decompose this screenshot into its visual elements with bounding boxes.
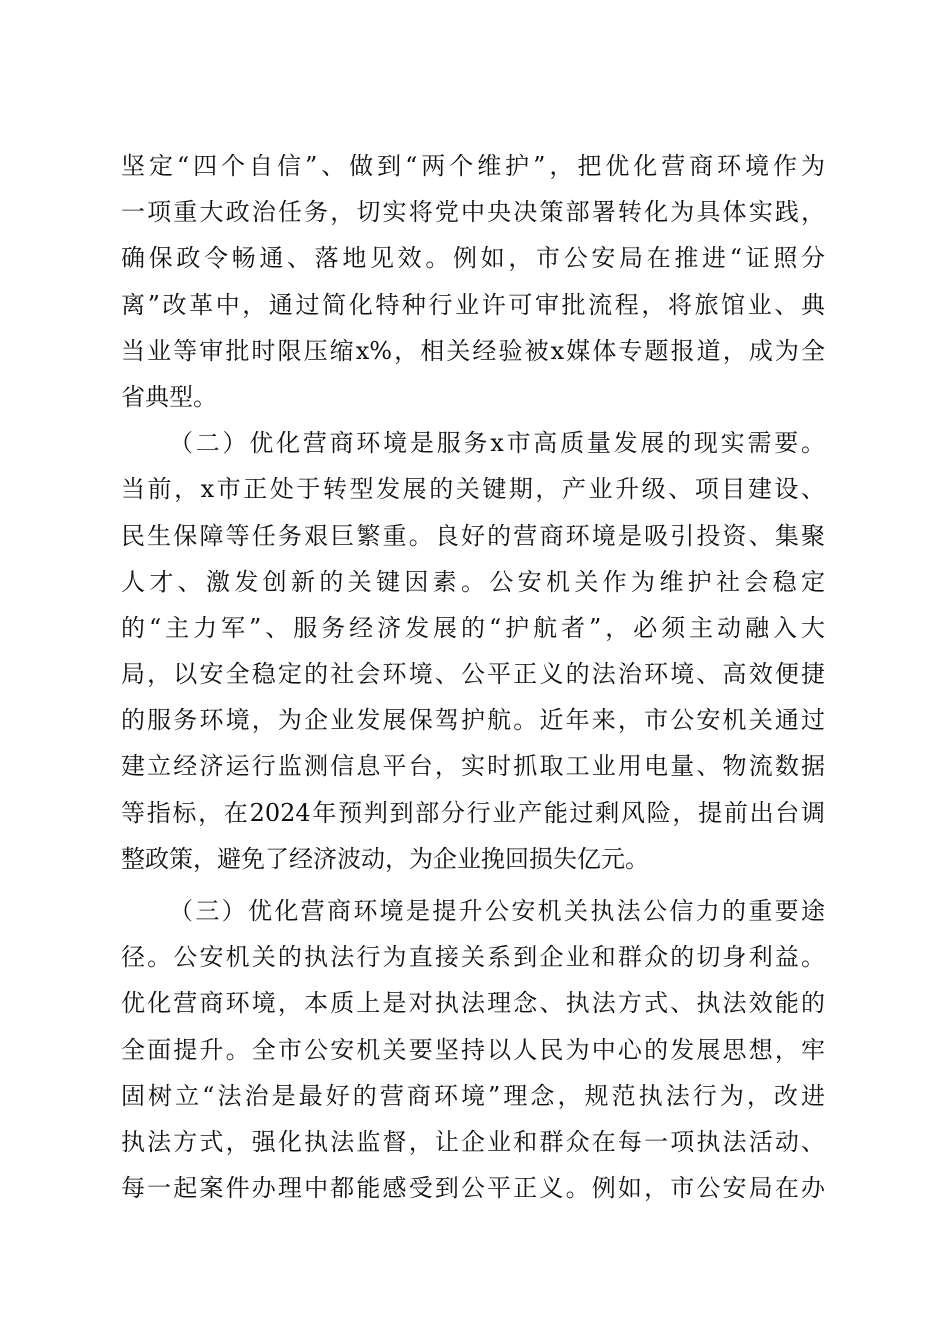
text-line: 人才、激发创新的关键因素。公安机关作为维护社会稳定: [121, 567, 825, 596]
text-line: 每一起案件办理中都能感受到公平正义。例如，市公安局在办: [121, 1174, 825, 1203]
paragraph-2: [121, 420, 825, 882]
text-line: 的“主力军”、服务经济发展的“护航者”，必须主动融入大: [121, 613, 825, 642]
text-line: 确保政令畅通、落地见效。例如，市公安局在推进“证照分: [121, 244, 825, 273]
text-line: 当业等审批时限压缩x%，相关经验被x媒体专题报道，成为全: [121, 336, 825, 365]
text-line: 的服务环境，为企业发展保驾护航。近年来，市公安机关通过: [121, 706, 825, 735]
text-line: 整政策，避免了经济波动，为企业挽回损失亿元。: [121, 844, 649, 873]
text-line: 当前，x市正处于转型发展的关键期，产业升级、项目建设、: [121, 475, 825, 504]
text-line: 固树立“法治是最好的营商环境”理念，规范执法行为，改进: [121, 1081, 825, 1110]
text-line: 离”改革中，通过简化特种行业许可审批流程，将旅馆业、典: [121, 290, 825, 319]
text-line: 省典型。: [121, 382, 217, 411]
body-text: [121, 143, 825, 1211]
text-line: 全面提升。全市公安机关要坚持以人民为中心的发展思想，牢: [121, 1035, 825, 1064]
text-line: 建立经济运行监测信息平台，实时抓取工业用电量、物流数据: [121, 752, 825, 781]
text-line: 坚定“四个自信”、做到“两个维护”，把优化营商环境作为: [121, 152, 825, 180]
text-line: 执法方式，强化执法监督，让企业和群众在每一项执法活动、: [121, 1127, 825, 1156]
text-line: 局，以安全稳定的社会环境、公平正义的法治环境、高效便捷: [121, 660, 825, 689]
paragraph-3: [121, 888, 825, 1211]
text-line: 民生保障等任务艰巨繁重。良好的营商环境是吸引投资、集聚: [121, 521, 825, 550]
paragraph-1: [121, 143, 825, 420]
text-line: 径。公安机关的执法行为直接关系到企业和群众的切身利益。: [121, 943, 825, 972]
text-line: 等指标，在2024年预判到部分行业产能过剩风险，提前出台调: [121, 798, 825, 827]
section-heading: （二）优化营商环境是服务x市高质量发展的现实需要。: [169, 429, 825, 458]
text-line: 优化营商环境，本质上是对执法理念、执法方式、执法效能的: [121, 989, 825, 1018]
text-line: 一项重大政治任务，切实将党中央决策部署转化为具体实践，: [121, 198, 825, 227]
section-heading: （三）优化营商环境是提升公安机关执法公信力的重要途: [169, 897, 825, 925]
